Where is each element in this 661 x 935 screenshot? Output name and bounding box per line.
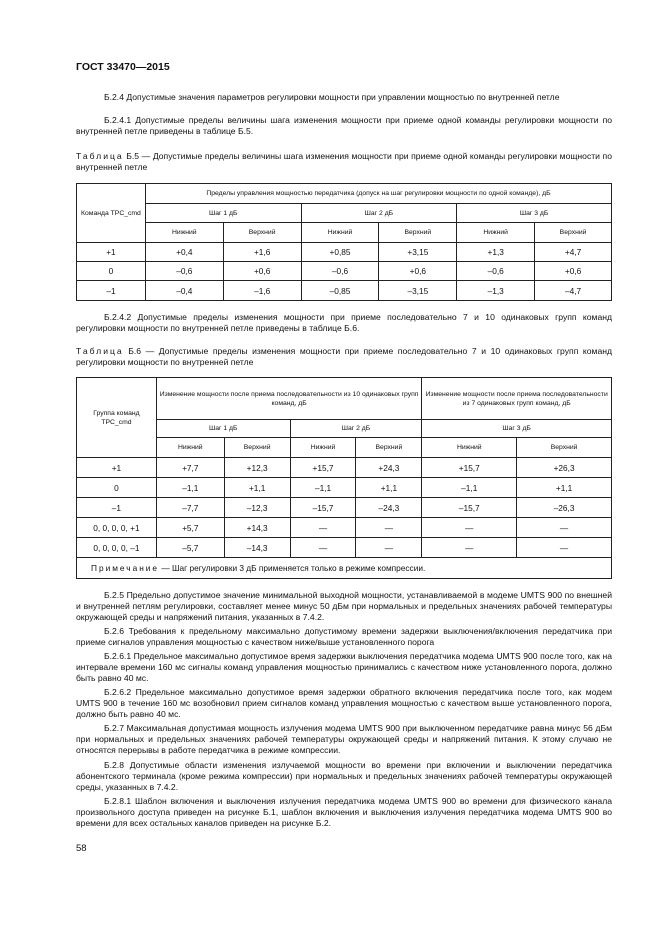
cell: –1 [77,498,157,518]
table-b6-hi: Верхний [517,438,612,458]
table-b5-hi: Верхний [223,223,301,243]
table-b5-span-header: Пределы управления мощностью передатчика (допуск на шаг регулировки мощности по одной команде), дБ [145,184,611,204]
note-lead: Примечание [91,563,160,573]
cell: 0, 0, 0, 0, –1 [77,538,157,558]
cell: –1 [77,281,146,301]
cell: +1,1 [224,478,290,498]
cell: +24,3 [356,458,422,478]
cell: — [290,538,356,558]
cell: +0,6 [223,262,301,281]
table-b6-step3: Шаг 3 дБ [422,420,612,438]
cell: +12,3 [224,458,290,478]
table-row [77,281,612,301]
table-b5-col0-header: Команда TPC_cmd [77,184,146,243]
cell: +26,3 [517,458,612,478]
table-b6-hi: Верхний [224,438,290,458]
table-b6-span10: Изменение мощности после приема последовательности из 10 одинаковых групп команд, дБ [156,378,422,420]
cell: –15,7 [290,498,356,518]
cell: +15,7 [422,458,517,478]
cell: –0,85 [301,281,379,301]
table-b5 [76,183,612,301]
table-row [77,243,612,262]
cell: –0,6 [457,262,535,281]
cell: –1,1 [290,478,356,498]
table-b6-lo: Нижний [156,438,224,458]
cell: –5,7 [156,538,224,558]
cell: –3,15 [379,281,457,301]
cell: — [517,538,612,558]
cell: –0,6 [145,262,223,281]
cell: +5,7 [156,518,224,538]
table-b5-lo: Нижний [457,223,535,243]
paragraph-b-2-6: Б.2.6 Требования к предельному максимально допустимому времени задержки выключения/включения передатчика при приеме сигналов управления мощностью с качеством ниже/выше установленного порога [76,626,612,648]
table-b6-step2: Шаг 2 дБ [290,420,422,438]
table-b5-step1: Шаг 1 дБ [145,204,301,223]
paragraph-b-2-4: Б.2.4 Допустимые значения параметров регулировки мощности при управлении мощностью по внутренней петле [104,92,560,102]
cell: –26,3 [517,498,612,518]
table-b6-note [77,558,612,579]
cell: +1,1 [517,478,612,498]
table-b6-span7: Изменение мощности после приема последовательности из 7 одинаковых групп команд, дБ [422,378,612,420]
paragraph-b-2-6-2: Б.2.6.2 Предельное максимально допустимое время задержки обратного включения передатчика после того, как модем UMTS 900 в течение 160 мс возобновил прием сигналов команд управления мощностью с качеством выше установленного порога, должно быть равно 40 мс. [76,687,612,720]
cell: –1,1 [156,478,224,498]
caption-lead: Таблица [76,151,124,161]
cell: +1,6 [223,243,301,262]
cell: –1,6 [223,281,301,301]
cell: — [422,538,517,558]
table-b5-step2: Шаг 2 дБ [301,204,457,223]
table-b6-hi: Верхний [356,438,422,458]
cell: –4,7 [535,281,612,301]
table-b5-hi: Верхний [535,223,612,243]
cell: — [356,538,422,558]
cell: — [422,518,517,538]
paragraph-b-2-8-1: Б.2.8.1 Шаблон включения и выключения излучения передатчика модема UMTS 900 во времени для физического канала произвольного доступа приведен на рисунке Б.1, шаблон включения и выключения излучения передатчика модема UMTS 900 во времени для всех остальных каналов приведен на рисунке Б.2. [76,796,612,829]
cell: –7,7 [156,498,224,518]
cell: +3,15 [379,243,457,262]
table-row [77,518,612,538]
cell: +14,3 [224,518,290,538]
table-row [77,458,612,478]
cell: +7,7 [156,458,224,478]
cell: 0 [77,262,146,281]
cell: +0,6 [535,262,612,281]
cell: — [290,518,356,538]
table-row [77,262,612,281]
cell: 0 [77,478,157,498]
table-b6-lo: Нижний [422,438,517,458]
page-number: 58 [76,843,87,854]
cell: –12,3 [224,498,290,518]
cell: –14,3 [224,538,290,558]
paragraph-b-2-4-2: Б.2.4.2 Допустимые пределы изменения мощности при приеме последовательно 7 и 10 одинаковых групп команд регулировки мощности по внутренней петле приведены в таблице Б.6. [76,312,612,334]
note-text: — Шаг регулировки 3 дБ применяется только в режиме компрессии. [159,563,426,573]
document-header: ГОСТ 33470—2015 [76,61,170,73]
caption-text: Б.5 — Допустимые пределы величины шага изменения мощности при приеме одной команды регулировки мощности по внутренней петле [76,151,612,173]
cell: –15,7 [422,498,517,518]
table-b5-hi: Верхний [379,223,457,243]
caption-lead: Таблица [76,346,124,356]
cell: +1 [77,458,157,478]
table-row [77,498,612,518]
paragraph-b-2-8: Б.2.8 Допустимые области изменения излучаемой мощности во времени при включении и выключении передатчика абонентского терминала (кроме режима компрессии) при нормальных и предельных значениях рабочей температуры окружающей среды, указанных в 7.4.2. [76,760,612,793]
cell: –0,4 [145,281,223,301]
cell: +1 [77,243,146,262]
cell: +0,85 [301,243,379,262]
paragraph-b-2-7: Б.2.7 Максимальная допустимая мощность излучения модема UMTS 900 при выключенном передатчике равна минус 56 дБм при нормальных и предельных значениях рабочей температуры окружающей среды и напряжений питания. К этому случаю не относятся перерывы в работе передатчика в режиме компрессии. [76,723,612,756]
cell: –1,1 [422,478,517,498]
paragraph-b-2-5: Б.2.5 Предельно допустимое значение минимальной выходной мощности, устанавливаемой в модеме UMTS 900 по внешней и внутренней петлям регулировки, составляет менее минус 50 дБм при нормальных и предельных значениях рабочей температуры окружающей среды и напряжений питания, указанных в 7.4.2. [76,590,612,623]
cell: +0,4 [145,243,223,262]
table-b6-step1: Шаг 1 дБ [156,420,290,438]
table-b5-step3: Шаг 3 дБ [457,204,612,223]
table-b6 [76,377,612,579]
cell: +0,6 [379,262,457,281]
cell: 0, 0, 0, 0, +1 [77,518,157,538]
caption-text: Б.6 — Допустимые пределы изменения мощности при приеме последовательно 7 и 10 одинаковых групп команд регулировки мощности по внутренней петле [76,346,612,368]
cell: –24,3 [356,498,422,518]
paragraph-b-2-4-1: Б.2.4.1 Допустимые пределы величины шага изменения мощности при приеме одной команды регулировки мощности по внутренней петле приведены в таблице Б.5. [76,115,612,137]
table-b5-caption [76,151,612,173]
table-b5-lo: Нижний [301,223,379,243]
table-b6-col0-header: Группа команд TPC_cmd [77,378,157,458]
table-row [77,478,612,498]
cell: –0,6 [301,262,379,281]
cell: — [517,518,612,538]
cell: –1,3 [457,281,535,301]
table-b5-lo: Нижний [145,223,223,243]
cell: +1,1 [356,478,422,498]
table-b6-lo: Нижний [290,438,356,458]
cell: — [356,518,422,538]
table-b6-caption [76,346,612,368]
cell: +4,7 [535,243,612,262]
table-row [77,538,612,558]
cell: +1,3 [457,243,535,262]
cell: +15,7 [290,458,356,478]
paragraph-b-2-6-1: Б.2.6.1 Предельное максимально допустимое время задержки выключения передатчика модема UMTS 900 после того, как на интервале времени 160 мс сигналы команд управления мощностью принимались с качеством ниже установленного порога, должно быть равно 40 мс. [76,651,612,684]
